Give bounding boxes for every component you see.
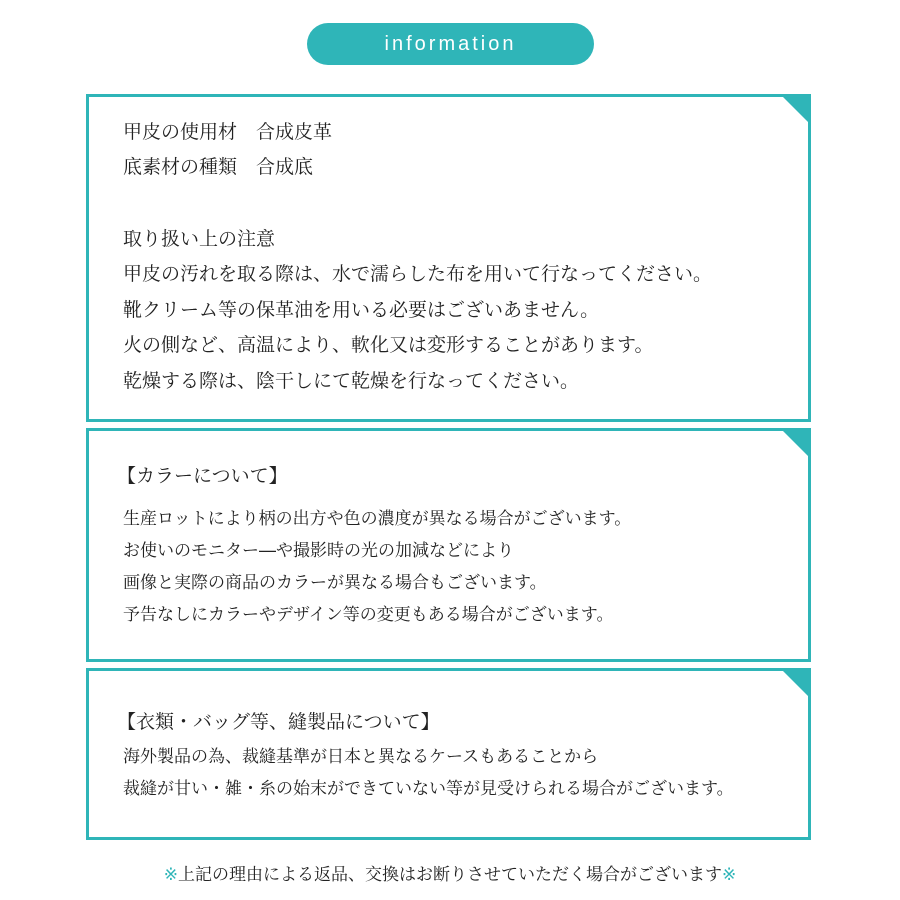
corner-triangle-icon [780, 668, 811, 699]
care-line: 火の側など、高温により、軟化又は変形することがあります。 [123, 334, 654, 356]
note-mark-left: ※ [163, 865, 178, 885]
material-line: 甲皮の使用材 合成皮革 [123, 121, 333, 143]
material-care-section [86, 94, 811, 422]
header-title: information [384, 32, 517, 55]
note-text: 上記の理由による返品、交換はお断りさせていただく場合がございます [178, 865, 722, 885]
color-heading: 【カラーについて】 [117, 465, 288, 487]
corner-triangle-icon [780, 94, 811, 125]
note-mark-right: ※ [722, 865, 737, 885]
care-heading: 取り扱い上の注意 [123, 228, 276, 250]
care-line: 甲皮の汚れを取る際は、水で濡らした布を用いて行なってください。 [123, 263, 713, 285]
color-line: お使いのモニター―や撮影時の光の加減などにより [123, 541, 514, 561]
sewn-goods-section [86, 668, 811, 840]
sewn-line: 裁縫が甘い・雑・糸の始末ができていない等が見受けられる場合がございます。 [123, 779, 734, 799]
color-line: 予告なしにカラーやデザイン等の変更もある場合がございます。 [123, 605, 614, 625]
color-section [86, 428, 811, 662]
return-policy-note [0, 860, 900, 885]
care-line: 靴クリーム等の保革油を用いる必要はございあません。 [123, 299, 600, 321]
color-line: 画像と実際の商品のカラーが異なる場合もございます。 [123, 573, 547, 593]
care-line: 乾燥する際は、陰干しにて乾燥を行なってください。 [123, 370, 580, 392]
information-header-pill [307, 23, 594, 65]
corner-triangle-icon [780, 428, 811, 459]
sewn-heading: 【衣類・バッグ等、縫製品について】 [117, 711, 440, 733]
sewn-line: 海外製品の為、裁縫基準が日本と異なるケースもあることから [123, 747, 599, 767]
material-line: 底素材の種類 合成底 [123, 156, 314, 178]
color-line: 生産ロットにより柄の出方や色の濃度が異なる場合がございます。 [123, 509, 632, 529]
